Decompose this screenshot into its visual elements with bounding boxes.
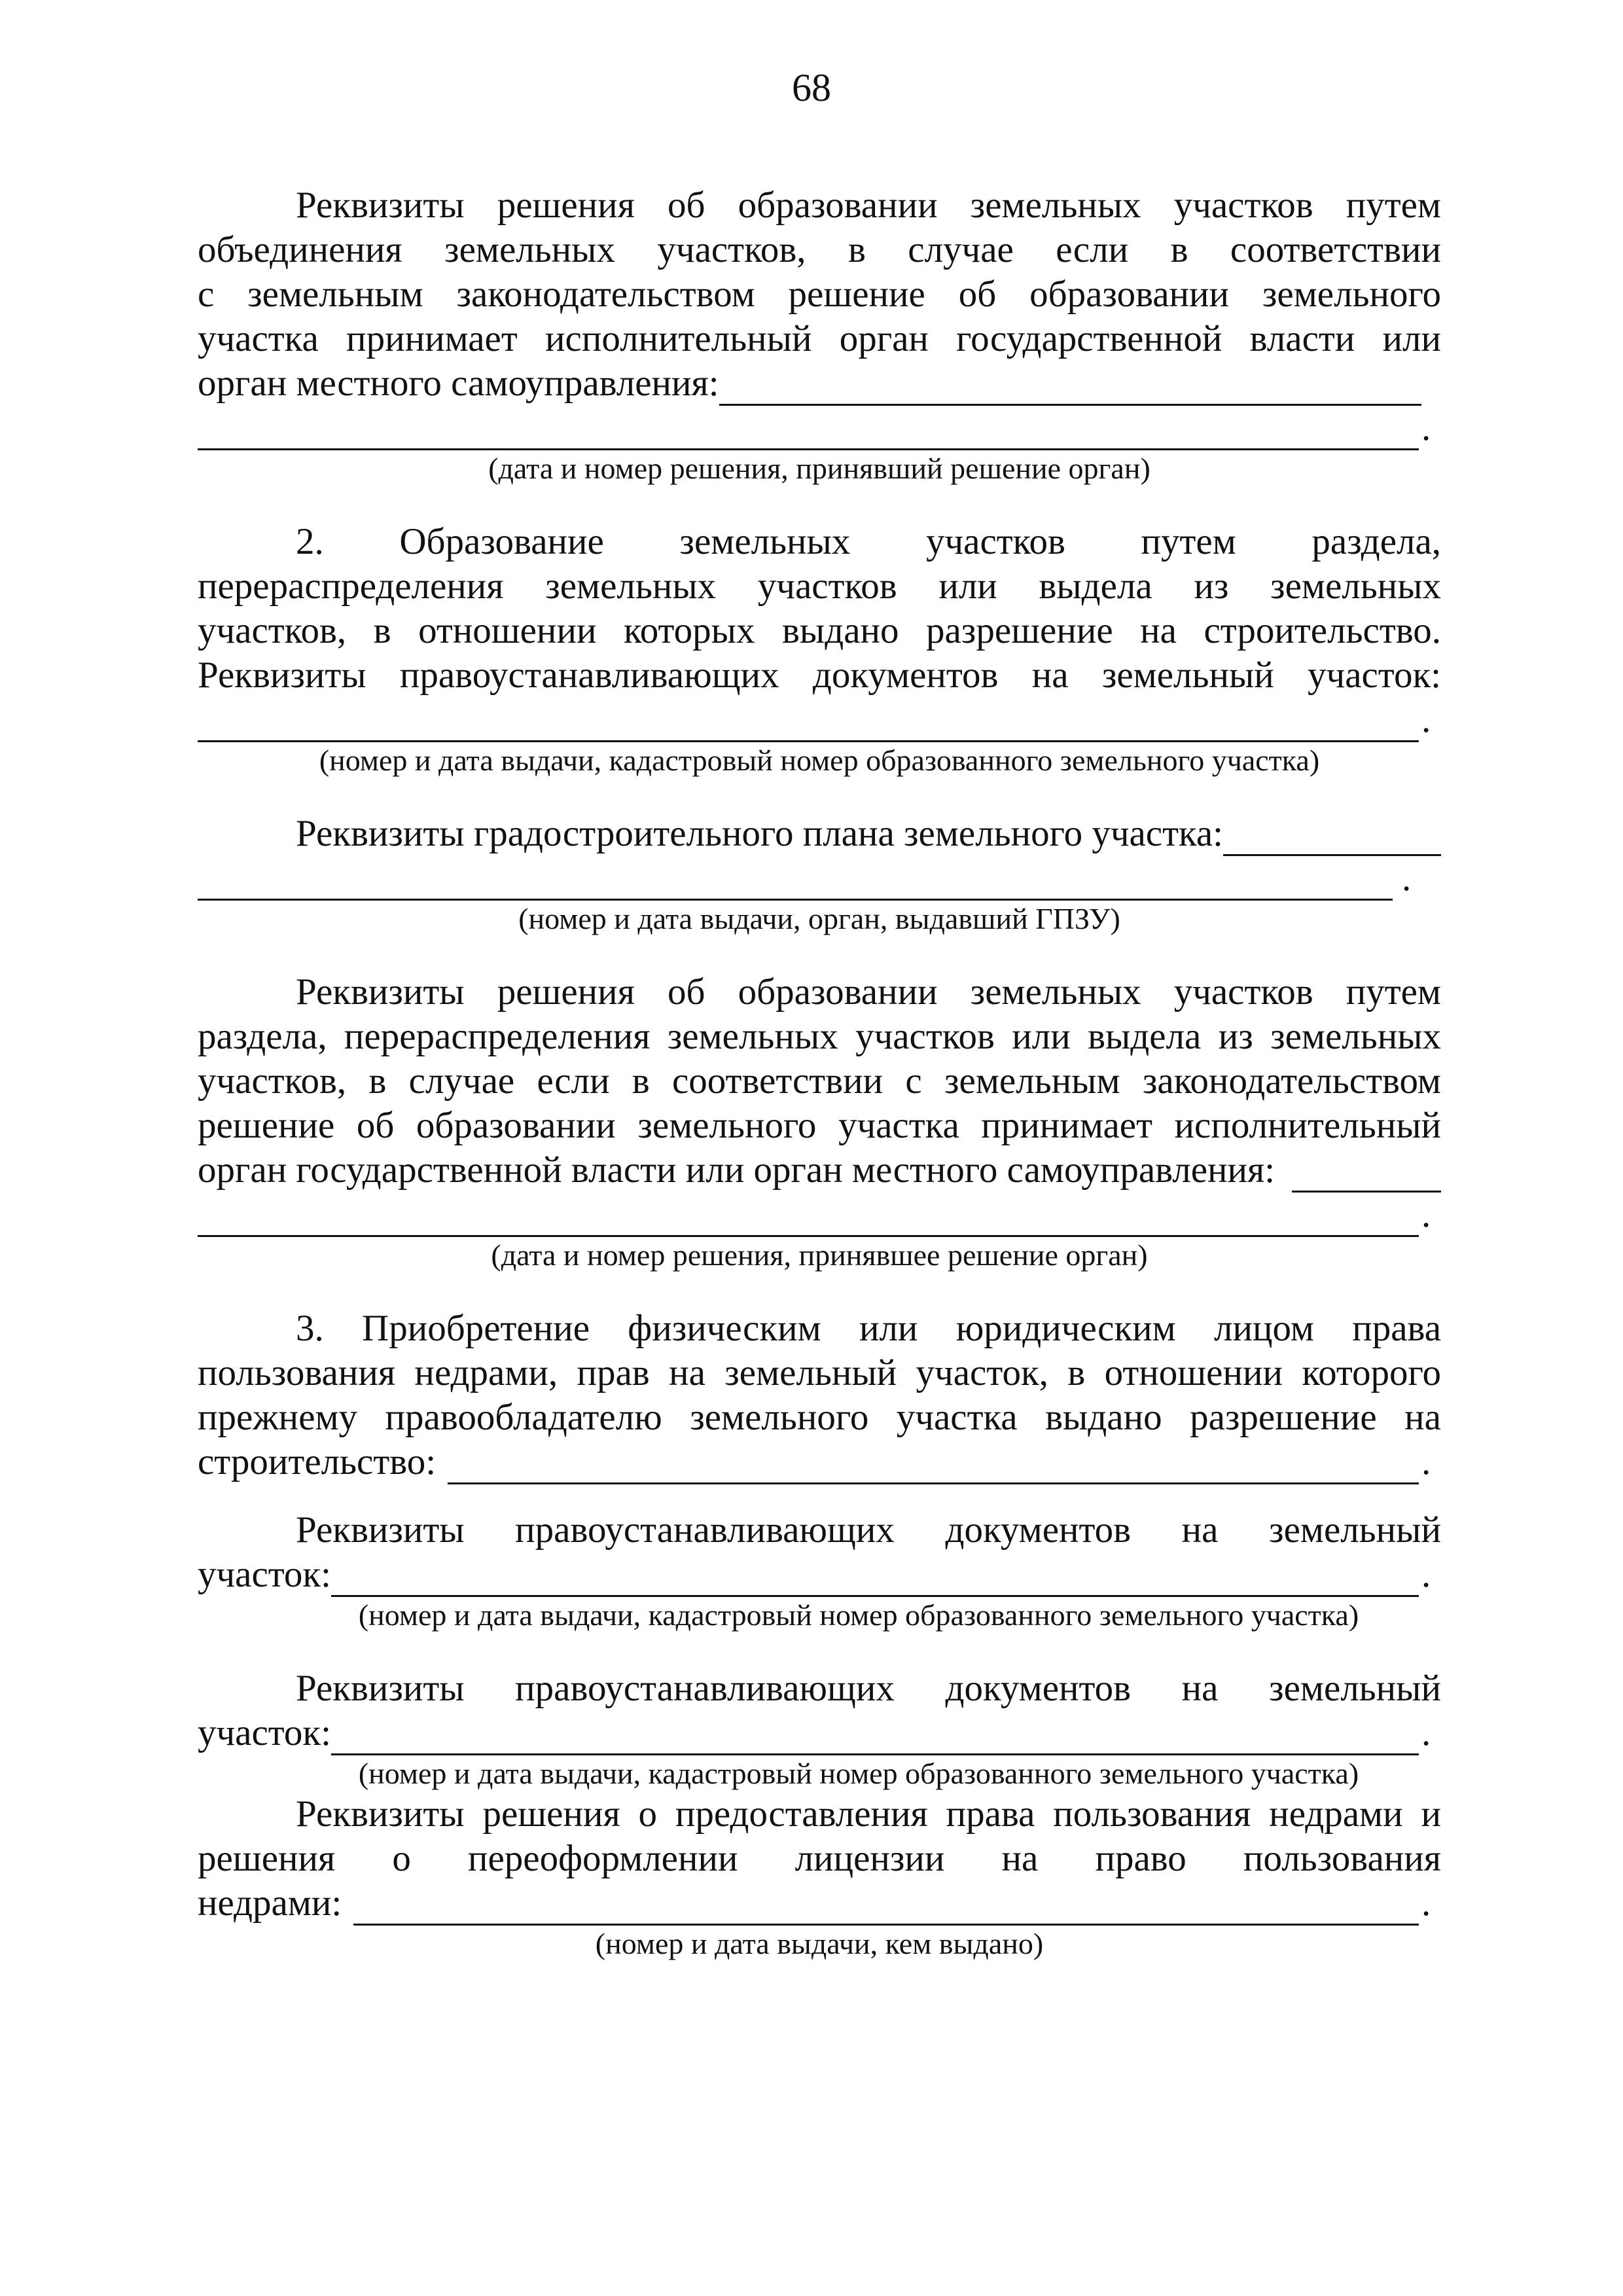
blank-field[interactable] (331, 1561, 1419, 1597)
blank-field[interactable] (353, 1890, 1419, 1926)
field-caption: (номер и дата выдачи, орган, выдавший ГПЗУ) (518, 902, 1120, 935)
blank-field[interactable] (719, 370, 1421, 406)
paragraph-line: Реквизиты правоустанавливающих документов на земельный участок: (198, 655, 1441, 696)
section-title-documents-2 (198, 1666, 1441, 1792)
section-gpzu (198, 812, 1441, 937)
period: . (1402, 857, 1412, 899)
field-label: Реквизиты градостроительного плана земельного участка: (296, 813, 1223, 854)
paragraph-line: Реквизиты правоустанавливающих документов на земельный (296, 1668, 1441, 1709)
paragraph-line: перераспределения земельных участков или выдела из земельных (198, 565, 1441, 607)
fill-line (198, 406, 1441, 450)
period: . (1421, 1194, 1431, 1235)
field-caption: (дата и номер решения, принявшее решение орган) (491, 1238, 1148, 1272)
fill-line (198, 1440, 1441, 1484)
paragraph-line: Реквизиты решения об образовании земельных участков путем (296, 971, 1441, 1013)
period: . (1421, 407, 1431, 448)
field-label: строительство: (198, 1441, 437, 1482)
paragraph-line: участка принимает исполнительный орган государственной власти или (198, 318, 1441, 359)
fill-line (198, 1193, 1441, 1237)
blank-field[interactable] (198, 1201, 1419, 1237)
paragraph-line: участков, в отношении которых выдано разрешение на строительство. (198, 610, 1441, 651)
paragraph-line: Реквизиты решения о предоставления права пользования недрами и (296, 1793, 1441, 1835)
blank-field[interactable] (1223, 820, 1441, 856)
paragraph-line: прежнему правообладателю земельного участка выдано разрешение на (198, 1397, 1441, 1438)
paragraph-line: 2. Образование земельных участков путем раздела, (296, 521, 1441, 562)
paragraph-line: решения о переоформлении лицензии на право пользования (198, 1838, 1441, 1879)
paragraph-line: 3. Приобретение физическим или юридическим лицом права (296, 1308, 1441, 1349)
section-3 (198, 1306, 1441, 1484)
period: . (1421, 1554, 1431, 1595)
field-caption: (дата и номер решения, принявший решение орган) (488, 452, 1150, 485)
document-body (198, 183, 1441, 1962)
field-label: недрами: (198, 1882, 342, 1924)
fill-line (198, 698, 1441, 742)
page-number: 68 (792, 66, 831, 109)
paragraph-line: объединения земельных участков, в случае если в соответствии (198, 229, 1441, 270)
field-label: орган местного самоуправления: (198, 363, 719, 404)
blank-field[interactable] (1292, 1157, 1441, 1193)
paragraph-line: пользования недрами, прав на земельный участок, в отношении которого (198, 1352, 1441, 1393)
period: . (1421, 1441, 1431, 1482)
fill-line (198, 1881, 1441, 1926)
paragraph-line: Реквизиты решения об образовании земельных участков путем (296, 185, 1441, 226)
fill-line (198, 812, 1441, 856)
fill-line (198, 361, 1441, 406)
paragraph-line: участков, в случае если в соответствии с земельным законодательством (198, 1060, 1441, 1102)
paragraph-line: с земельным законодательством решение об образовании земельного (198, 274, 1441, 315)
field-label: участок: (198, 1554, 331, 1595)
paragraph-line: раздела, перераспределения земельных участков или выдела из земельных (198, 1016, 1441, 1057)
fill-line (198, 1711, 1441, 1755)
blank-field[interactable] (448, 1448, 1419, 1484)
period: . (1421, 1882, 1431, 1924)
section-title-documents-1 (198, 1508, 1441, 1634)
field-label: участок: (198, 1712, 331, 1753)
field-caption: (номер и дата выдачи, кем выдано) (595, 1927, 1044, 1960)
fill-line (198, 1148, 1441, 1193)
section-subsoil-decision (198, 1792, 1441, 1962)
blank-field[interactable] (198, 706, 1419, 742)
period: . (1421, 699, 1431, 740)
field-label: орган государственной власти или орган местного самоуправления: (198, 1149, 1275, 1191)
section-division-decision (198, 970, 1441, 1274)
blank-field[interactable] (331, 1719, 1419, 1755)
paragraph-line: решение об образовании земельного участка принимает исполнительный (198, 1105, 1441, 1146)
blank-field[interactable] (198, 414, 1419, 450)
field-caption: (номер и дата выдачи, кадастровый номер образованного земельного участка) (358, 1757, 1359, 1790)
paragraph-line: Реквизиты правоустанавливающих документов на земельный (296, 1509, 1441, 1551)
fill-line (198, 856, 1441, 901)
blank-field[interactable] (198, 865, 1393, 901)
fill-line (198, 1552, 1441, 1597)
field-caption: (номер и дата выдачи, кадастровый номер образованного земельного участка) (319, 744, 1320, 777)
section-merge-decision (198, 183, 1441, 487)
period: . (1421, 1712, 1431, 1753)
field-caption: (номер и дата выдачи, кадастровый номер образованного земельного участка) (358, 1598, 1359, 1632)
section-2 (198, 520, 1441, 779)
